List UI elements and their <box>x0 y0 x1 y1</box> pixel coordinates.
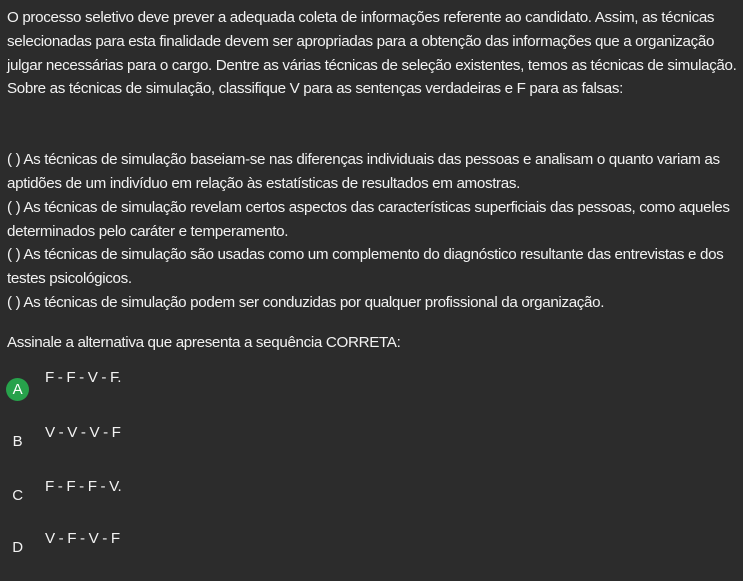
option-d[interactable] <box>0 527 743 571</box>
statement-list <box>7 148 737 315</box>
question-stem <box>7 6 737 101</box>
option-b-letter-badge: B <box>12 433 23 450</box>
option-d-text: V - F - V - F <box>45 530 120 547</box>
option-c-letter-badge: C <box>12 487 23 504</box>
option-d-letter-badge: D <box>12 539 23 556</box>
option-c[interactable] <box>0 475 743 519</box>
option-b-text: V - V - V - F <box>45 424 121 441</box>
statement-4: ( ) As técnicas de simulação podem ser conduzidas por qualquer profissional da organização. <box>7 293 605 311</box>
option-c-text: F - F - F - V. <box>45 478 122 495</box>
question-block <box>7 6 737 370</box>
option-a-text: F - F - V - F. <box>45 369 122 386</box>
statement-3: ( ) As técnicas de simulação são usadas como um complemento do diagnóstico resultante das entrevistas e dos testes psicológicos. <box>7 246 724 288</box>
statement-1: ( ) As técnicas de simulação baseiam-se nas diferenças individuais das pessoas e analisam o quanto variam as aptidões de um indivíduo em relação às estatísticas de resultados em amostras. <box>7 151 720 192</box>
statement-2: ( ) As técnicas de simulação revelam certos aspectos das características superficiais das pessoas, como aqueles determinados pelo caráter e temperamento. <box>7 198 730 240</box>
option-a-letter-badge: A <box>6 378 29 401</box>
question-stem-text: O processo seletivo deve prever a adequada coleta de informações referente ao candidato. Assim, as técnicas selecionadas para esta finalidade devem ser apropriadas para a obtenção das informações que a organização julgar necessárias para o cargo. Dentre as várias técnicas de seleção existentes, temos as técnicas de simulação. Sobre as técnicas de simulação, classifique V para as sentenças verdadeiras e F para as falsas: <box>7 9 737 98</box>
option-a[interactable] <box>0 366 743 410</box>
question-instruction: Assinale a alternativa que apresenta a sequência CORRETA: <box>7 333 401 351</box>
option-b[interactable] <box>0 421 743 465</box>
